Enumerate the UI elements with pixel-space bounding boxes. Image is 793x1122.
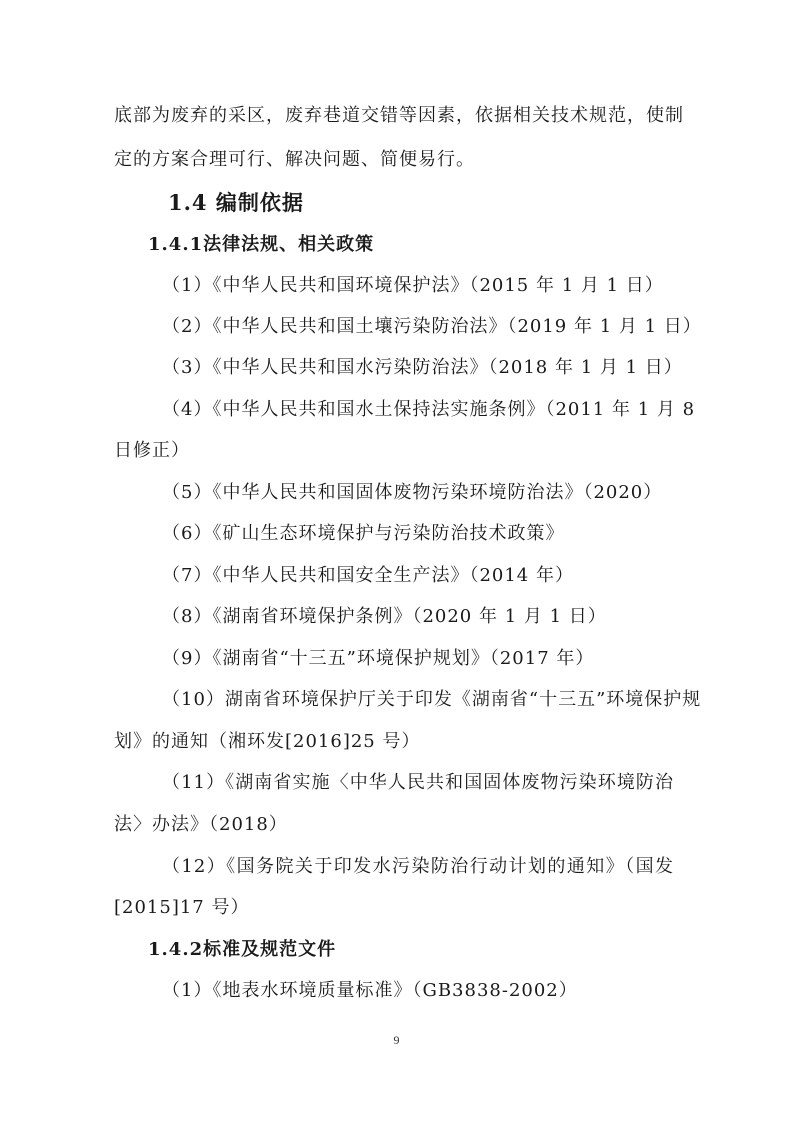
law-item-3: （3）《中华人民共和国水污染防治法》（2018 年 1 月 1 日）	[162, 357, 683, 378]
section-heading-1-4-2: 1.4.2标准及规范文件	[148, 939, 337, 960]
law-item-12: （12）《国务院关于印发水污染防治行动计划的通知》（国发	[162, 856, 674, 877]
law-item-7: （7）《中华人民共和国安全生产法》（2014 年）	[162, 565, 574, 586]
section-heading-1-4: 1.4 编制依据	[168, 190, 304, 215]
law-item-2: （2）《中华人民共和国土壤污染防治法》（2019 年 1 月 1 日）	[162, 316, 702, 337]
intro-line-2: 定的方案合理可行、解决问题、简便易行。	[114, 149, 475, 170]
law-item-1: （1）《中华人民共和国环境保护法》（2015 年 1 月 1 日）	[162, 275, 664, 296]
law-item-11: （11）《湖南省实施〈中华人民共和国固体废物污染环境防治	[162, 772, 674, 793]
law-item-11-cont: 法〉办法》（2018）	[114, 814, 288, 835]
law-item-12-cont: [2015]17 号）	[114, 897, 250, 918]
law-item-5: （5）《中华人民共和国固体废物污染环境防治法》（2020）	[162, 482, 663, 503]
law-item-9: （9）《湖南省“十三五”环境保护规划》（2017 年）	[162, 648, 595, 669]
law-item-10: （10）湖南省环境保护厅关于印发《湖南省“十三五”环境保护规	[162, 689, 702, 710]
law-item-4: （4）《中华人民共和国水土保持法实施条例》（2011 年 1 月 8	[162, 399, 696, 420]
law-item-10-cont: 划》的通知（湘环发[2016]25 号）	[114, 731, 421, 752]
section-heading-1-4-1: 1.4.1法律法规、相关政策	[148, 234, 375, 255]
standard-item-1: （1）《地表水环境质量标准》（GB3838-2002）	[162, 980, 578, 1001]
law-item-6: （6）《矿山生态环境保护与污染防治技术政策》	[162, 523, 565, 544]
page-number: 9	[393, 1033, 400, 1047]
law-item-4-cont: 日修正）	[114, 440, 190, 461]
law-item-8: （8）《湖南省环境保护条例》（2020 年 1 月 1 日）	[162, 606, 607, 627]
intro-line-1: 底部为废弃的采区，废弃巷道交错等因素，依据相关技术规范，使制	[114, 105, 684, 126]
